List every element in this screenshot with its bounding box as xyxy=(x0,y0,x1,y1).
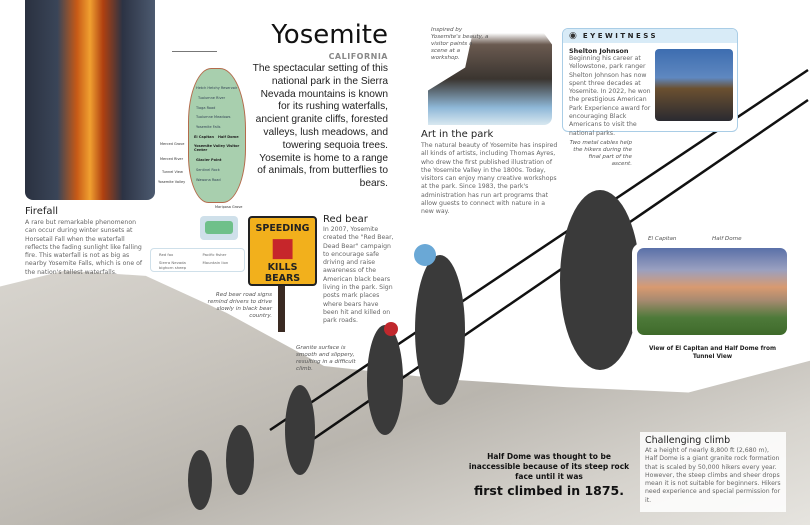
page-title: Yosemite xyxy=(271,20,388,50)
red-bear-text: In 2007, Yosemite created the "Red Bear, Dead Bear" campaign to encourage safe driving and raise awareness of the American black bears living in the park. Sign posts mark places where bears have been hit and killed on park roads. xyxy=(323,226,394,325)
firefall-photo xyxy=(25,0,155,200)
page-subtitle: CALIFORNIA xyxy=(328,52,388,61)
bear-icon: ■ xyxy=(270,233,295,263)
map-label: Wawona Road xyxy=(196,178,221,182)
map-label: Glacier Point xyxy=(196,158,222,162)
map-label: Yosemite Valley xyxy=(158,180,186,184)
firefall-text: A rare but remarkable phenomenon can occur during winter sunsets at Horsetail Fall when the waterfall reflects the fading sunlight like falling fire. This waterfall is not as big as nearby Yosemite Falls, which is one of the nation's tallest waterfalls. xyxy=(25,219,143,276)
sign-top-text: SPEEDING xyxy=(255,223,310,234)
map-label: Merced Grove xyxy=(160,142,185,146)
map-label: Tuolumne Meadows xyxy=(196,115,231,119)
us-locator-map xyxy=(200,216,238,240)
art-caption: Inspired by Yosemite's beauty, a visitor paints a scene at a workshop. xyxy=(431,27,489,61)
eye-icon: ◉ xyxy=(569,31,577,41)
eyewitness-label: EYEWITNESS xyxy=(582,32,659,40)
shelton-johnson-photo xyxy=(655,49,733,121)
map-label: Tunnel View xyxy=(162,170,183,174)
climb-text: At a height of nearly 8,800 ft (2,680 m), Half Dome is a giant granite rock formation that is scaled by 50,000 hikers every year. However, the steep climbs and sheer drops mean it is not suitable for beginners. Hikers need experience and special permission for it. xyxy=(645,447,781,504)
sign-post xyxy=(278,284,285,332)
art-heading: Art in the park xyxy=(421,129,494,140)
map-label: Hetch Hetchy Reservoir xyxy=(196,86,238,90)
tunnel-view-caption: View of El Capitan and Half Dome from Tunnel View xyxy=(649,346,776,360)
el-capitan-label: El Capitan xyxy=(648,236,677,242)
animal-legend xyxy=(150,248,245,272)
map-label: Yosemite Falls xyxy=(196,125,221,129)
map-label: Yosemite Valley Visitor Center xyxy=(194,144,240,152)
legend-item: Sierra Nevada bighorn sheep xyxy=(159,259,187,270)
map-label: Tioga Road xyxy=(196,106,216,110)
legend-item: Mountain lion xyxy=(202,259,229,265)
legend-item: Pacific fisher xyxy=(202,252,227,257)
map-label: Sentinel Rock xyxy=(196,168,220,172)
art-text: The natural beauty of Yosemite has inspired all kinds of artists, including Thomas Ayres, who drew the first published illustration of the Yosemite Valley in the 1800s. Today, visitors can enjoy many creative workshops at the park. Since 1983, the park's administration has run art programs that allow guests to connect with nature in a new way. xyxy=(421,142,558,216)
firefall-heading: Firefall xyxy=(25,206,59,217)
tunnel-view-photo xyxy=(637,248,787,335)
climb-heading: Challenging climb xyxy=(645,435,731,446)
yosemite-map-labels xyxy=(190,68,246,203)
granite-caption: Granite surface is smooth and slippery, resulting in a difficult climb. xyxy=(296,345,356,372)
map-label: Tuolumne River xyxy=(198,96,226,100)
map-label: Merced River xyxy=(160,157,184,161)
quote-text: Half Dome was thought to be inaccessible because of its steep rock face until it was xyxy=(468,452,630,481)
intro-text: The spectacular setting of this national park in the Sierra Nevada mountains is known for its rushing waterfalls, ancient granite cliffs, forested valleys, lush meadows, and towering sequoia trees. Yosemite is home to a range of animals, from butterflies to bears. xyxy=(252,63,388,190)
challenging-climb-box xyxy=(640,432,786,512)
red-bear-heading: Red bear xyxy=(323,214,368,225)
half-dome-label: Half Dome xyxy=(712,236,742,242)
map-label: Half Dome xyxy=(218,135,239,139)
eyewitness-box xyxy=(562,28,738,137)
quote-emphasis: first climbed in 1875. xyxy=(474,483,624,498)
cables-caption: Two metal cables help the hikers during the final part of the ascent. xyxy=(569,140,632,167)
legend-item: Red fox xyxy=(159,252,174,257)
speeding-bear-sign xyxy=(248,216,317,286)
half-dome-quote xyxy=(462,452,636,498)
map-scale-bar xyxy=(172,44,217,52)
eyewitness-text: Beginning his career at Yellowstone, park ranger Shelton Johnson has now spent three decades at Yosemite. In 2022, he won the prestigious American Park Experience award for encouraging Black Americans to visit the national parks. xyxy=(569,55,651,137)
eyewitness-name: Shelton Johnson xyxy=(569,47,629,55)
sign-caption: Red bear road signs remind drivers to drive slowly in black bear country. xyxy=(207,292,272,319)
sign-bottom-text: KILLS BEARS xyxy=(264,262,301,284)
map-label: El Capitan xyxy=(194,135,214,139)
map-label: Mariposa Grove xyxy=(215,205,243,209)
